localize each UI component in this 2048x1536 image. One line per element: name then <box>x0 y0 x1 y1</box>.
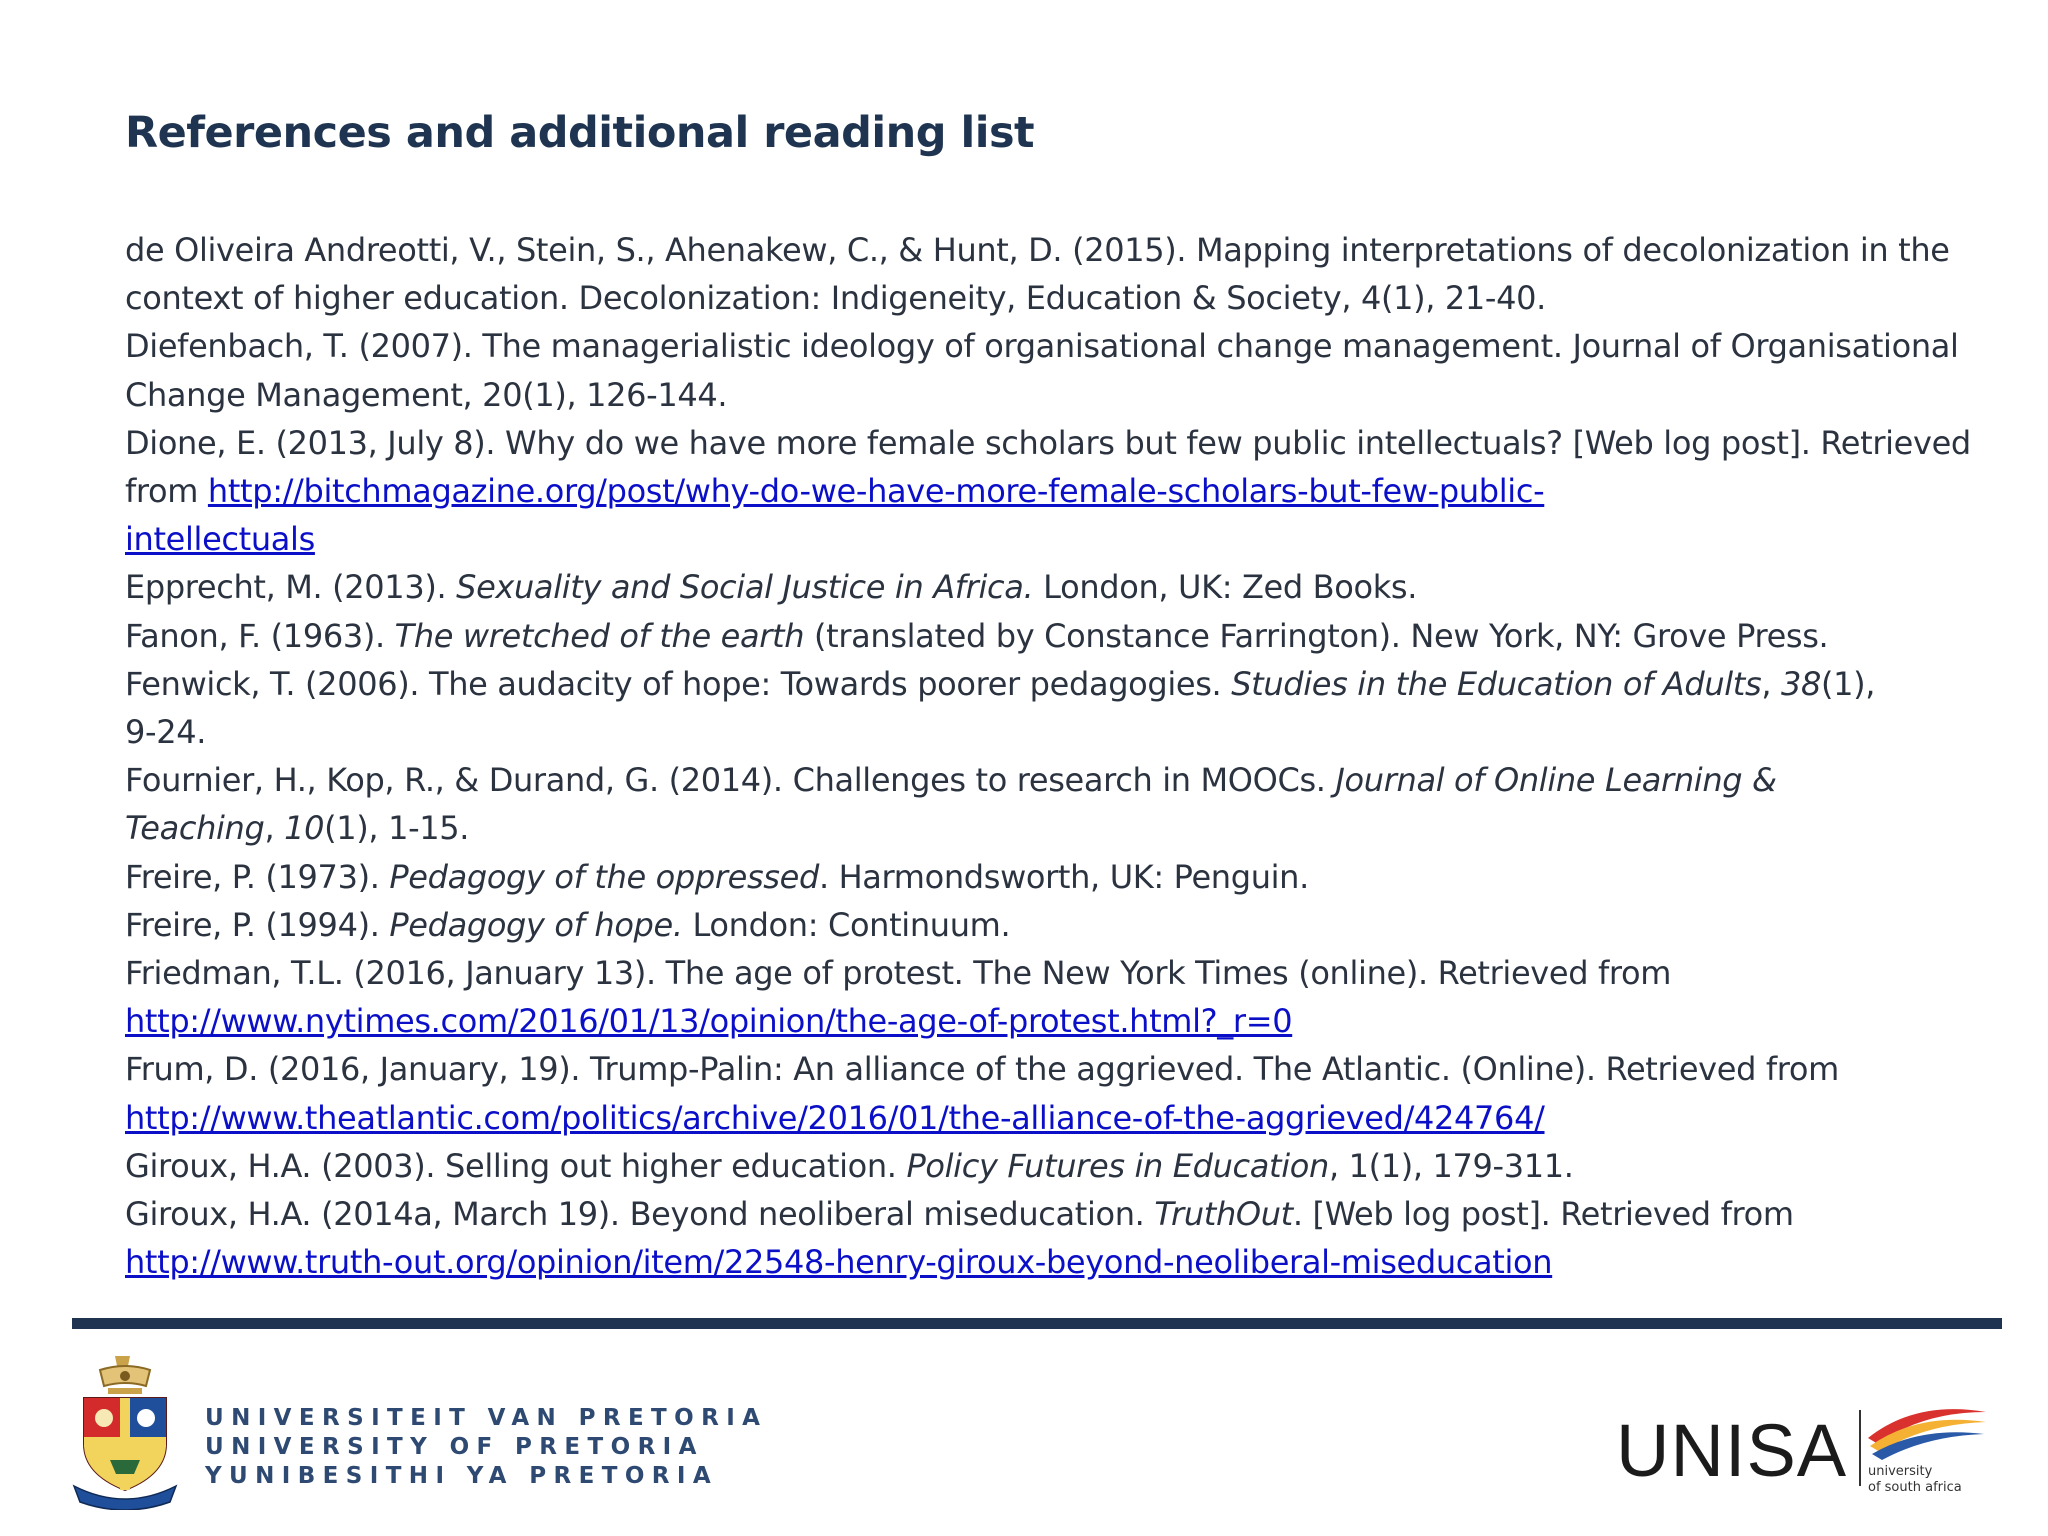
reference-text: Fanon, F. (1963). <box>125 616 395 655</box>
reference-entry <box>125 226 1985 322</box>
reference-italic-text: Pedagogy of hope. <box>389 905 683 944</box>
university-of-pretoria-name <box>205 1404 767 1491</box>
reference-text: Freire, P. (1994). <box>125 905 390 944</box>
reference-entry <box>125 1045 1985 1141</box>
reference-text: , <box>1761 664 1781 703</box>
reference-entry <box>125 1142 1985 1190</box>
reference-entry <box>125 901 1985 949</box>
reference-text: , 1(1), 179-311. <box>1328 1146 1574 1185</box>
reference-text: London, UK: Zed Books. <box>1033 568 1418 607</box>
reference-entry <box>125 756 1985 852</box>
footer-divider <box>72 1318 2002 1329</box>
reference-text: Frum, D. (2016, January, 19). Trump-Palin: An alliance of the aggrieved. The Atlantic. (Online). Retrieved from <box>125 1050 1839 1089</box>
reference-text: Fournier, H., Kop, R., & Durand, G. (2014). Challenges to research in MOOCs. <box>125 761 1336 800</box>
reference-italic-text: TruthOut <box>1154 1195 1293 1234</box>
university-of-pretoria-crest <box>70 1352 180 1510</box>
unisa-logo <box>1616 1398 1988 1498</box>
reference-text: Freire, P. (1973). <box>125 857 390 896</box>
reference-italic-text: Pedagogy of the oppressed <box>389 857 819 896</box>
reference-entry <box>125 563 1985 611</box>
reference-link[interactable]: intellectuals <box>125 520 315 559</box>
reference-text: . Harmondsworth, UK: Penguin. <box>818 857 1309 896</box>
reference-italic-text: 38 <box>1780 664 1821 703</box>
reference-text: Giroux, H.A. (2003). Selling out higher education. <box>125 1146 907 1185</box>
reference-text: Diefenbach, T. (2007). The managerialistic ideology of organisational change management. Journal of Organisational Change Management, 20(1), 126-144. <box>125 327 1959 414</box>
university-name-line: YUNIBESITHI YA PRETORIA <box>205 1463 719 1489</box>
reference-text: (1), <box>1821 664 1876 703</box>
reference-entry <box>125 949 1985 1045</box>
reference-list <box>125 226 1985 1286</box>
reference-italic-text: Teaching <box>125 809 265 848</box>
university-name-line: UNIVERSITEIT VAN PRETORIA <box>205 1405 768 1431</box>
page-title: References and additional reading list <box>125 108 1035 158</box>
reference-italic-text: 10 <box>284 809 325 848</box>
reference-text: , <box>264 809 285 848</box>
reference-text: 9-24. <box>125 713 207 752</box>
reference-text: Epprecht, M. (2013). <box>125 568 457 607</box>
reference-link[interactable]: http://www.nytimes.com/2016/01/13/opinion/the-age-of-protest.html?_r=0 <box>125 1002 1293 1041</box>
reference-link[interactable]: http://www.truth-out.org/opinion/item/22548-henry-giroux-beyond-neoliberal-miseducation <box>125 1243 1553 1282</box>
reference-italic-text: The wretched of the earth <box>394 616 805 655</box>
reference-entry <box>125 419 1985 564</box>
reference-italic-text: Policy Futures in Education <box>906 1146 1329 1185</box>
reference-italic-text: Journal of Online Learning & <box>1335 761 1777 800</box>
reference-entry <box>125 322 1985 418</box>
reference-text: Dione, E. (2013, July 8). Why do we have more female scholars but few public intellectuals? [Web log post]. Retrieved from <box>125 423 1971 511</box>
unisa-wordmark: UNISA <box>1616 1409 1848 1492</box>
reference-text: (translated by Constance Farrington). New York, NY: Grove Press. <box>804 616 1829 655</box>
reference-text: Fenwick, T. (2006). The audacity of hope: Towards poorer pedagogies. <box>125 664 1232 703</box>
reference-link[interactable]: http://bitchmagazine.org/post/why-do-we-have-more-female-scholars-but-few-public- <box>207 472 1545 511</box>
reference-entry <box>125 660 1985 756</box>
unisa-tagline-line-1: university <box>1868 1464 1933 1479</box>
reference-text: Friedman, T.L. (2016, January 13). The age of protest. The New York Times (online). Retrieved from <box>125 954 1672 993</box>
reference-entry <box>125 612 1985 660</box>
reference-italic-text: Studies in the Education of Adults <box>1231 664 1762 703</box>
reference-entry <box>125 853 1985 901</box>
reference-link[interactable]: http://www.theatlantic.com/politics/archive/2016/01/the-alliance-of-the-aggrieved/424764/ <box>125 1098 1545 1137</box>
unisa-tagline-line-2: of south africa <box>1868 1480 1962 1495</box>
reference-text: Giroux, H.A. (2014a, March 19). Beyond neoliberal miseducation. <box>125 1195 1155 1234</box>
reference-text: London: Continuum. <box>682 905 1011 944</box>
reference-entry <box>125 1190 1985 1286</box>
university-name-line: UNIVERSITY OF PRETORIA <box>205 1434 704 1460</box>
reference-text: . [Web log post]. Retrieved from <box>1292 1195 1794 1234</box>
reference-text: de Oliveira Andreotti, V., Stein, S., Ahenakew, C., & Hunt, D. (2015). Mapping interpretations of decolonization in the context of higher education. Decolonization: Indigeneity, Education & Society, 4(1), 21-40. <box>125 231 1950 318</box>
reference-italic-text: Sexuality and Social Justice in Africa. <box>456 568 1034 607</box>
reference-text: (1), 1-15. <box>324 809 470 848</box>
